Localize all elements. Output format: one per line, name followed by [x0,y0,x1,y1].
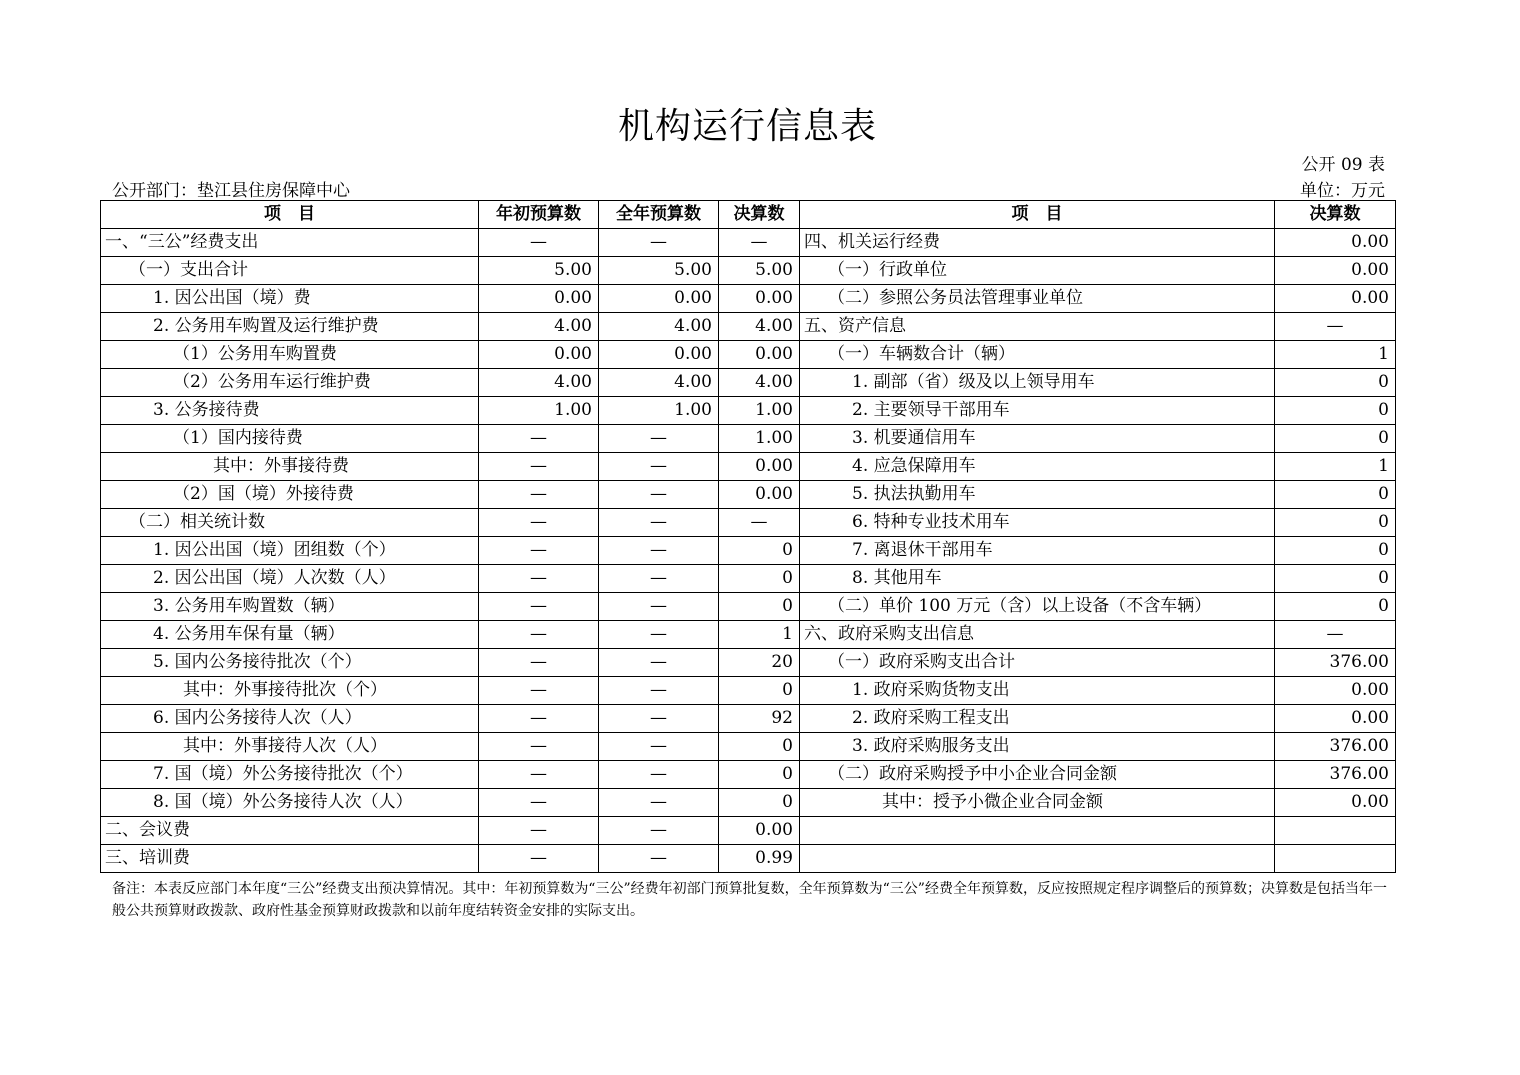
final-left-cell: 0.00 [719,453,800,481]
item-right-cell: （二）政府采购授予中小企业合同金额 [800,761,1275,789]
item-left-cell: 其中：外事接待人次（人） [101,733,479,761]
initial-budget-cell: 4.00 [479,313,599,341]
final-right-cell: 0 [1275,369,1396,397]
annual-budget-cell: — [599,453,719,481]
item-left-cell: 5. 国内公务接待批次（个） [101,649,479,677]
final-right-cell [1275,817,1396,845]
table-row [101,733,1396,761]
item-left-cell: 其中：外事接待批次（个） [101,677,479,705]
item-left-cell: 3. 公务用车购置数（辆） [101,593,479,621]
final-right-cell: 0.00 [1275,257,1396,285]
final-right-cell: 1 [1275,341,1396,369]
item-right-cell: 五、资产信息 [800,313,1275,341]
final-right-cell: 0 [1275,509,1396,537]
header-final-left: 决算数 [719,201,800,229]
initial-budget-cell: 0.00 [479,341,599,369]
final-right-cell: 0.00 [1275,705,1396,733]
initial-budget-cell: — [479,705,599,733]
final-left-cell: 20 [719,649,800,677]
table-row [101,257,1396,285]
final-left-cell: 0 [719,789,800,817]
initial-budget-cell: — [479,677,599,705]
item-right-cell: （二）单价 100 万元（含）以上设备（不含车辆） [800,593,1275,621]
table-row [101,789,1396,817]
final-right-cell: 0 [1275,481,1396,509]
table-row [101,677,1396,705]
initial-budget-cell: 0.00 [479,285,599,313]
annual-budget-cell: — [599,621,719,649]
final-right-cell: 0 [1275,397,1396,425]
initial-budget-cell: 4.00 [479,369,599,397]
department-label: 公开部门：垫江县住房保障中心 [112,181,350,201]
table-header-row [101,201,1396,229]
item-right-cell [800,817,1275,845]
item-right-cell: 其中：授予小微企业合同金额 [800,789,1275,817]
initial-budget-cell: — [479,481,599,509]
item-right-cell: （一）行政单位 [800,257,1275,285]
annual-budget-cell: 0.00 [599,341,719,369]
annual-budget-cell: — [599,229,719,257]
initial-budget-cell: — [479,845,599,873]
final-left-cell: 0.00 [719,817,800,845]
final-left-cell: 5.00 [719,257,800,285]
item-right-cell [800,845,1275,873]
annual-budget-cell: — [599,677,719,705]
final-right-cell: 0 [1275,593,1396,621]
initial-budget-cell: — [479,509,599,537]
item-right-cell: 六、政府采购支出信息 [800,621,1275,649]
annual-budget-cell: — [599,789,719,817]
item-left-cell: （2）公务用车运行维护费 [101,369,479,397]
table-row [101,509,1396,537]
table-row [101,565,1396,593]
final-left-cell: 0.00 [719,481,800,509]
table-row [101,425,1396,453]
item-right-cell: 6. 特种专业技术用车 [800,509,1275,537]
table-row [101,481,1396,509]
final-left-cell: 92 [719,705,800,733]
table-row [101,313,1396,341]
item-right-cell: 1. 政府采购货物支出 [800,677,1275,705]
item-left-cell: （1）公务用车购置费 [101,341,479,369]
table-row [101,397,1396,425]
final-left-cell: 0 [719,565,800,593]
final-left-cell: 1.00 [719,397,800,425]
item-left-cell: 二、会议费 [101,817,479,845]
final-right-cell: 0.00 [1275,229,1396,257]
item-left-cell: 1. 因公出国（境）团组数（个） [101,537,479,565]
final-left-cell: 0.00 [719,285,800,313]
table-row [101,649,1396,677]
item-left-cell: （二）相关统计数 [101,509,479,537]
header-initial-budget: 年初预算数 [479,201,599,229]
annual-budget-cell: — [599,565,719,593]
header-item-right: 项 目 [800,201,1275,229]
item-left-cell: （一）支出合计 [101,257,479,285]
table-row [101,229,1396,257]
initial-budget-cell: — [479,425,599,453]
annual-budget-cell: — [599,537,719,565]
item-left-cell: 2. 公务用车购置及运行维护费 [101,313,479,341]
item-right-cell: 3. 政府采购服务支出 [800,733,1275,761]
final-right-cell: 376.00 [1275,733,1396,761]
item-right-cell: 1. 副部（省）级及以上领导用车 [800,369,1275,397]
item-left-cell: 4. 公务用车保有量（辆） [101,621,479,649]
initial-budget-cell: — [479,789,599,817]
final-left-cell: 4.00 [719,369,800,397]
final-right-cell: 376.00 [1275,649,1396,677]
initial-budget-cell: — [479,733,599,761]
item-left-cell: 1. 因公出国（境）费 [101,285,479,313]
final-left-cell: 0 [719,733,800,761]
initial-budget-cell: — [479,593,599,621]
table-row [101,537,1396,565]
annual-budget-cell: — [599,425,719,453]
annual-budget-cell: — [599,817,719,845]
initial-budget-cell: — [479,649,599,677]
initial-budget-cell: 1.00 [479,397,599,425]
initial-budget-cell: 5.00 [479,257,599,285]
final-right-cell: — [1275,621,1396,649]
final-right-cell: 0 [1275,565,1396,593]
page-title: 机构运行信息表 [617,106,877,147]
form-number: 公开 09 表 [1301,155,1385,175]
table-body [101,229,1396,873]
initial-budget-cell: — [479,817,599,845]
annual-budget-cell: — [599,761,719,789]
info-table [100,200,1396,873]
item-left-cell: 7. 国（境）外公务接待批次（个） [101,761,479,789]
footnote: 备注：本表反应部门本年度“三公”经费支出预决算情况。其中：年初预算数为“三公”经费年初部门预算批复数，全年预算数为“三公”经费全年预算数，反应按照规定程序调整后的预算数；决算数是包括当年一般公共预算财政拨款、政府性基金预算财政拨款和以前年度结转资金安排的实际支出。 [112,881,1387,919]
table-row [101,285,1396,313]
item-left-cell: 一、“三公”经费支出 [101,229,479,257]
item-right-cell: 5. 执法执勤用车 [800,481,1275,509]
annual-budget-cell: 4.00 [599,313,719,341]
item-right-cell: 4. 应急保障用车 [800,453,1275,481]
annual-budget-cell: — [599,733,719,761]
item-left-cell: （2）国（境）外接待费 [101,481,479,509]
annual-budget-cell: 5.00 [599,257,719,285]
final-left-cell: 0 [719,677,800,705]
final-right-cell: 376.00 [1275,761,1396,789]
final-right-cell: 0.00 [1275,789,1396,817]
final-left-cell: 1.00 [719,425,800,453]
final-left-cell: — [719,229,800,257]
annual-budget-cell: 1.00 [599,397,719,425]
final-left-cell: 1 [719,621,800,649]
item-right-cell: 2. 政府采购工程支出 [800,705,1275,733]
item-right-cell: 8. 其他用车 [800,565,1275,593]
final-right-cell: — [1275,313,1396,341]
initial-budget-cell: — [479,761,599,789]
initial-budget-cell: — [479,537,599,565]
unit-label: 单位：万元 [1300,181,1385,201]
final-left-cell: — [719,509,800,537]
initial-budget-cell: — [479,621,599,649]
final-right-cell: 0.00 [1275,677,1396,705]
annual-budget-cell: — [599,509,719,537]
annual-budget-cell: 0.00 [599,285,719,313]
item-right-cell: （一）车辆数合计（辆） [800,341,1275,369]
table-row [101,341,1396,369]
item-left-cell: 2. 因公出国（境）人次数（人） [101,565,479,593]
table-row [101,817,1396,845]
final-right-cell: 1 [1275,453,1396,481]
final-left-cell: 0 [719,593,800,621]
annual-budget-cell: — [599,705,719,733]
item-left-cell: 其中：外事接待费 [101,453,479,481]
header-final-right: 决算数 [1275,201,1396,229]
table-row [101,369,1396,397]
final-right-cell: 0.00 [1275,285,1396,313]
annual-budget-cell: — [599,649,719,677]
initial-budget-cell: — [479,453,599,481]
header-annual-budget: 全年预算数 [599,201,719,229]
header-item-left: 项 目 [101,201,479,229]
annual-budget-cell: — [599,593,719,621]
item-right-cell: （二）参照公务员法管理事业单位 [800,285,1275,313]
item-right-cell: （一）政府采购支出合计 [800,649,1275,677]
final-left-cell: 0 [719,537,800,565]
table-row [101,705,1396,733]
table-row [101,453,1396,481]
table-row [101,621,1396,649]
final-left-cell: 0.99 [719,845,800,873]
table-row [101,845,1396,873]
item-left-cell: （1）国内接待费 [101,425,479,453]
table-row [101,761,1396,789]
initial-budget-cell: — [479,229,599,257]
initial-budget-cell: — [479,565,599,593]
item-left-cell: 三、培训费 [101,845,479,873]
item-right-cell: 2. 主要领导干部用车 [800,397,1275,425]
item-left-cell: 6. 国内公务接待人次（人） [101,705,479,733]
annual-budget-cell: 4.00 [599,369,719,397]
annual-budget-cell: — [599,845,719,873]
item-left-cell: 3. 公务接待费 [101,397,479,425]
final-right-cell: 0 [1275,425,1396,453]
final-left-cell: 0.00 [719,341,800,369]
final-left-cell: 4.00 [719,313,800,341]
final-right-cell [1275,845,1396,873]
annual-budget-cell: — [599,481,719,509]
item-left-cell: 8. 国（境）外公务接待人次（人） [101,789,479,817]
item-right-cell: 3. 机要通信用车 [800,425,1275,453]
item-right-cell: 四、机关运行经费 [800,229,1275,257]
table-row [101,593,1396,621]
final-right-cell: 0 [1275,537,1396,565]
item-right-cell: 7. 离退休干部用车 [800,537,1275,565]
final-left-cell: 0 [719,761,800,789]
